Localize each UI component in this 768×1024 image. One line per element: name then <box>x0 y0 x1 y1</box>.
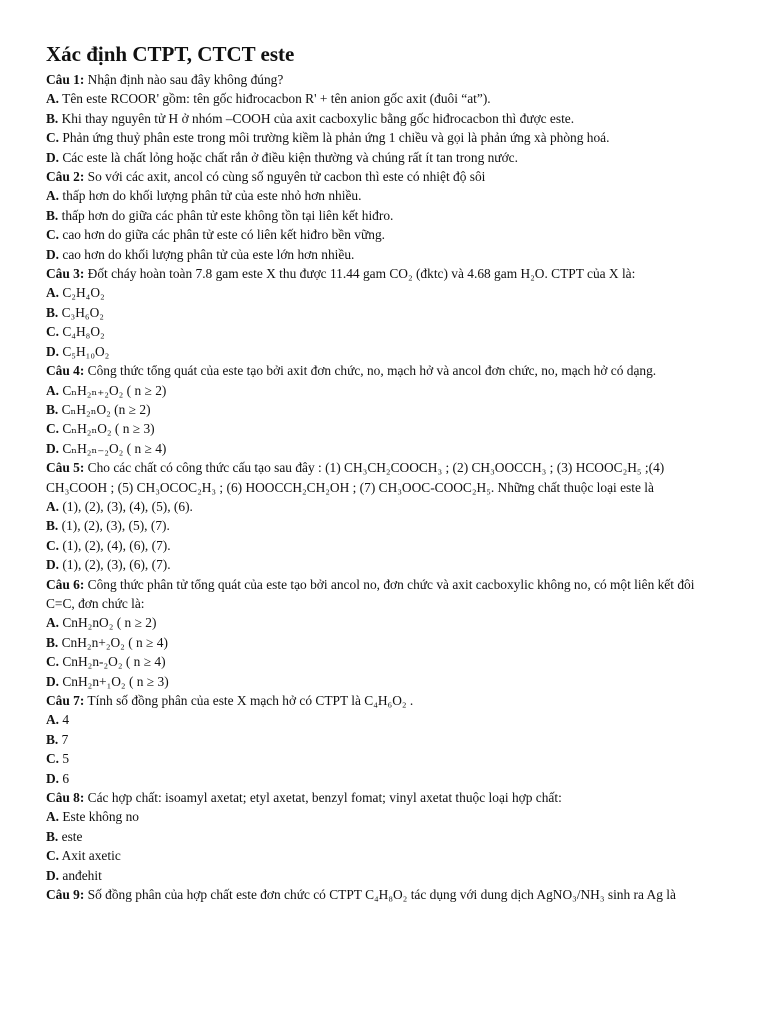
option-label: A. <box>46 382 60 398</box>
question-6 <box>46 575 722 691</box>
option-text: (1), (2), (3), (4), (5), (6). <box>59 498 193 514</box>
question-8-stem <box>46 788 722 807</box>
option-text: C₂H₄O₂ <box>59 285 105 301</box>
option-label: B. <box>46 731 59 747</box>
question-text: Số đồng phân của hợp chất este đơn chức có CTPT C₄H₈O₂ tác dụng với dung dịch AgNO₃/NH₃ sinh ra Ag là <box>84 887 676 903</box>
question-text: Nhận định nào sau đây không đúng? <box>84 72 284 87</box>
option-b <box>46 827 722 846</box>
option-text: CnH₂nO₂ ( n ≥ 2) <box>59 615 157 631</box>
question-label: Câu 4: <box>46 363 85 379</box>
option-d <box>46 245 722 264</box>
option-label: A. <box>46 712 60 728</box>
option-c <box>46 419 722 438</box>
option-text: cao hơn do khối lượng phân tử của este lớn hơn nhiều. <box>59 246 355 262</box>
option-a <box>46 807 722 826</box>
option-text: anđehit <box>59 867 102 883</box>
option-b <box>46 206 722 225</box>
question-label: Câu 5: <box>46 460 85 476</box>
option-text: Este không no <box>59 809 139 825</box>
option-text: CₙH₂ₙ₊₂O₂ ( n ≥ 2) <box>59 382 167 398</box>
option-d <box>46 672 722 691</box>
option-label: D. <box>46 149 60 165</box>
option-text: CₙH₂ₙO₂ (n ≥ 2) <box>58 401 151 417</box>
option-label: D. <box>46 867 60 883</box>
page-title: Xác định CTPT, CTCT este <box>46 42 295 66</box>
option-d <box>46 342 722 361</box>
question-1-stem <box>46 70 722 89</box>
option-label: B. <box>46 207 59 223</box>
option-text: CnH₂n-₂O₂ ( n ≥ 4) <box>59 654 166 670</box>
option-text: cao hơn do giữa các phân tử este có liên kết hiđro bền vững. <box>59 227 385 243</box>
option-d <box>46 555 722 574</box>
question-3 <box>46 264 722 361</box>
option-text: thấp hơn do khối lượng phân tử của este nhỏ hơn nhiều. <box>59 188 362 204</box>
option-c <box>46 749 722 768</box>
option-d <box>46 866 722 885</box>
option-c <box>46 225 722 244</box>
question-7-stem <box>46 691 722 710</box>
option-label: C. <box>46 227 60 243</box>
option-label: D. <box>46 246 60 262</box>
question-1 <box>46 70 722 167</box>
option-label: D. <box>46 557 60 573</box>
question-label: Câu 7: <box>46 693 85 708</box>
option-label: D. <box>46 770 60 786</box>
option-label: C. <box>46 421 60 437</box>
question-9-stem <box>46 885 722 904</box>
option-text: C₃H₆O₂ <box>58 304 104 320</box>
option-label: C. <box>46 537 60 553</box>
option-c <box>46 536 722 555</box>
option-label: B. <box>46 110 59 126</box>
question-7 <box>46 691 722 788</box>
question-label: Câu 6: <box>46 576 85 592</box>
option-text: (1), (2), (3), (6), (7). <box>59 557 171 573</box>
option-text: C₅H₁₀O₂ <box>59 343 110 359</box>
option-label: D. <box>46 343 60 359</box>
option-d <box>46 148 722 167</box>
option-label: A. <box>46 498 60 514</box>
question-text: Cho các chất có công thức cấu tạo sau đây : (1) CH₃CH₂COOCH₃ ; (2) CH₃OOCCH₃ ; (3) HCOOC₂H₅ ;(4) CH₃COOH ; (5) CH₃OCOC₂H₃ ; (6) HOOCCH₂CH₂OH ; (7) CH₃OOC-COOC₂H₅. Những chất thuộc loại este là <box>46 460 665 495</box>
option-label: A. <box>46 285 60 301</box>
question-4 <box>46 361 722 458</box>
option-text: C₄H₈O₂ <box>59 324 105 340</box>
question-text: So với các axit, ancol có cùng số nguyên tử cacbon thì este có nhiệt độ sôi <box>84 169 486 185</box>
option-label: B. <box>46 634 59 650</box>
option-a <box>46 283 722 302</box>
option-c <box>46 652 722 671</box>
option-b <box>46 303 722 322</box>
option-text: (1), (2), (4), (6), (7). <box>59 537 171 553</box>
option-d <box>46 439 722 458</box>
option-a <box>46 89 722 108</box>
option-label: D. <box>46 673 60 689</box>
question-5-stem <box>46 458 722 497</box>
option-d <box>46 769 722 788</box>
question-label: Câu 2: <box>46 169 85 185</box>
option-b <box>46 633 722 652</box>
option-text: Các este là chất lỏng hoặc chất rắn ở điều kiện thường và chúng rất ít tan trong nước. <box>59 149 518 165</box>
option-label: C. <box>46 848 60 864</box>
option-a <box>46 186 722 205</box>
question-9 <box>46 885 722 904</box>
option-c <box>46 128 722 147</box>
option-text: CnH₂n+₁O₂ ( n ≥ 3) <box>59 673 169 689</box>
option-b <box>46 516 722 535</box>
option-a <box>46 381 722 400</box>
option-label: A. <box>46 615 60 631</box>
question-label: Câu 3: <box>46 266 85 282</box>
option-c <box>46 846 722 865</box>
option-text: Khi thay nguyên tử H ở nhóm –COOH của axit cacboxylic bằng gốc hiđrocacbon thì được este. <box>58 110 575 126</box>
option-text: 7 <box>58 731 69 747</box>
question-text: Các hợp chất: isoamyl axetat; etyl axetat, benzyl fomat; vinyl axetat thuộc loại hợp chất: <box>84 790 562 806</box>
option-text: este <box>58 828 83 844</box>
question-2 <box>46 167 722 264</box>
option-text: (1), (2), (3), (5), (7). <box>58 518 170 534</box>
question-8 <box>46 788 722 885</box>
option-label: B. <box>46 828 59 844</box>
option-text: 5 <box>59 751 70 767</box>
option-label: C. <box>46 751 60 767</box>
option-label: C. <box>46 130 60 146</box>
option-b <box>46 400 722 419</box>
option-label: A. <box>46 809 60 825</box>
option-label: B. <box>46 518 59 534</box>
question-text: Tính số đồng phân của este X mạch hở có CTPT là C₄H₆O₂ . <box>84 693 414 708</box>
question-label: Câu 8: <box>46 790 85 806</box>
question-text: Đốt cháy hoàn toàn 7.8 gam este X thu được 11.44 gam CO₂ (đktc) và 4.68 gam H₂O. CTPT của X là: <box>84 266 636 282</box>
option-a <box>46 710 722 729</box>
question-5 <box>46 458 722 574</box>
option-text: Axit axetic <box>59 848 121 864</box>
option-text: Phản ứng thuỷ phân este trong môi trường kiềm là phản ứng 1 chiều và gọi là phản ứng xà phòng hoá. <box>59 130 610 146</box>
option-a <box>46 497 722 516</box>
option-label: A. <box>46 188 60 204</box>
question-3-stem <box>46 264 722 283</box>
option-text: 6 <box>59 770 70 786</box>
option-label: D. <box>46 440 60 456</box>
question-6-stem <box>46 575 722 614</box>
option-text: 4 <box>59 712 70 728</box>
question-text: Công thức tổng quát của este tạo bởi axit đơn chức, no, mạch hở và ancol đơn chức, no, mạch hở có dạng. <box>84 363 657 379</box>
option-text: Tên este RCOOR' gồm: tên gốc hiđrocacbon R' + tên anion gốc axit (đuôi “at”). <box>59 91 491 107</box>
option-text: CₙH₂ₙ₋₂O₂ ( n ≥ 4) <box>59 440 167 456</box>
question-label: Câu 9: <box>46 887 85 903</box>
option-label: A. <box>46 91 60 107</box>
option-b <box>46 730 722 749</box>
option-text: thấp hơn do giữa các phân tử este không tồn tại liên kết hiđro. <box>58 207 394 223</box>
question-4-stem <box>46 361 722 380</box>
question-label: Câu 1: <box>46 72 85 87</box>
question-2-stem <box>46 167 722 186</box>
option-text: CₙH₂ₙO₂ ( n ≥ 3) <box>59 421 155 437</box>
option-label: C. <box>46 654 60 670</box>
option-b <box>46 109 722 128</box>
option-label: C. <box>46 324 60 340</box>
question-text: Công thức phân tử tổng quát của este tạo bởi ancol no, đơn chức và axit cacboxylic không no, có một liên kết đôi C=C, đơn chức là: <box>46 576 695 611</box>
option-label: B. <box>46 304 59 320</box>
option-label: B. <box>46 401 59 417</box>
option-text: CnH₂n+₂O₂ ( n ≥ 4) <box>58 634 168 650</box>
option-a <box>46 613 722 632</box>
option-c <box>46 322 722 341</box>
